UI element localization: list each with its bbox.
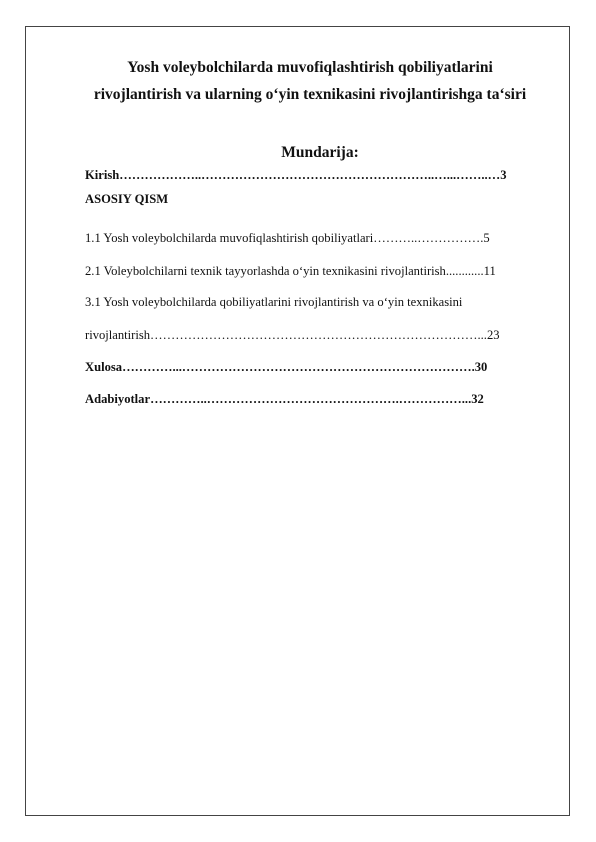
toc-entry-2-1: 2.1 Voleybolchilarni texnik tayyorlashda o‘yin texnikasini rivojlantirish............11 xyxy=(85,265,496,278)
toc-section-title: ASOSIY QISM xyxy=(85,192,169,206)
toc-entry-3-1-line-1: 3.1 Yosh voleybolchilarda qobiliyatlarini rivojlantirish va o‘yin texnikasini xyxy=(85,296,463,309)
toc-entry-3-1-line-2: rivojlantirish……………………………………………………………………...23 xyxy=(85,329,500,342)
document-title-line-2: rivojlantirish va ularning o‘yin texnikasini rivojlantirishga ta‘siri xyxy=(93,86,527,103)
toc-entry-conclusion: Xulosa…………...…………………………………………………………….30 xyxy=(85,361,488,374)
document-title-line-1: Yosh voleybolchilarda muvofiqlashtirish qobiliyatlarini xyxy=(127,59,493,76)
toc-entry-intro: Kirish………………..………………………………………………..…...……..…3 xyxy=(85,169,507,182)
toc-entry-references: Adabiyotlar…………..……………………………………….……………...32 xyxy=(85,393,484,406)
contents-heading: Mundarija: xyxy=(281,144,359,161)
toc-entry-1-1: 1.1 Yosh voleybolchilarda muvofiqlashtirish qobiliyatlari………..…………….5 xyxy=(85,232,490,245)
